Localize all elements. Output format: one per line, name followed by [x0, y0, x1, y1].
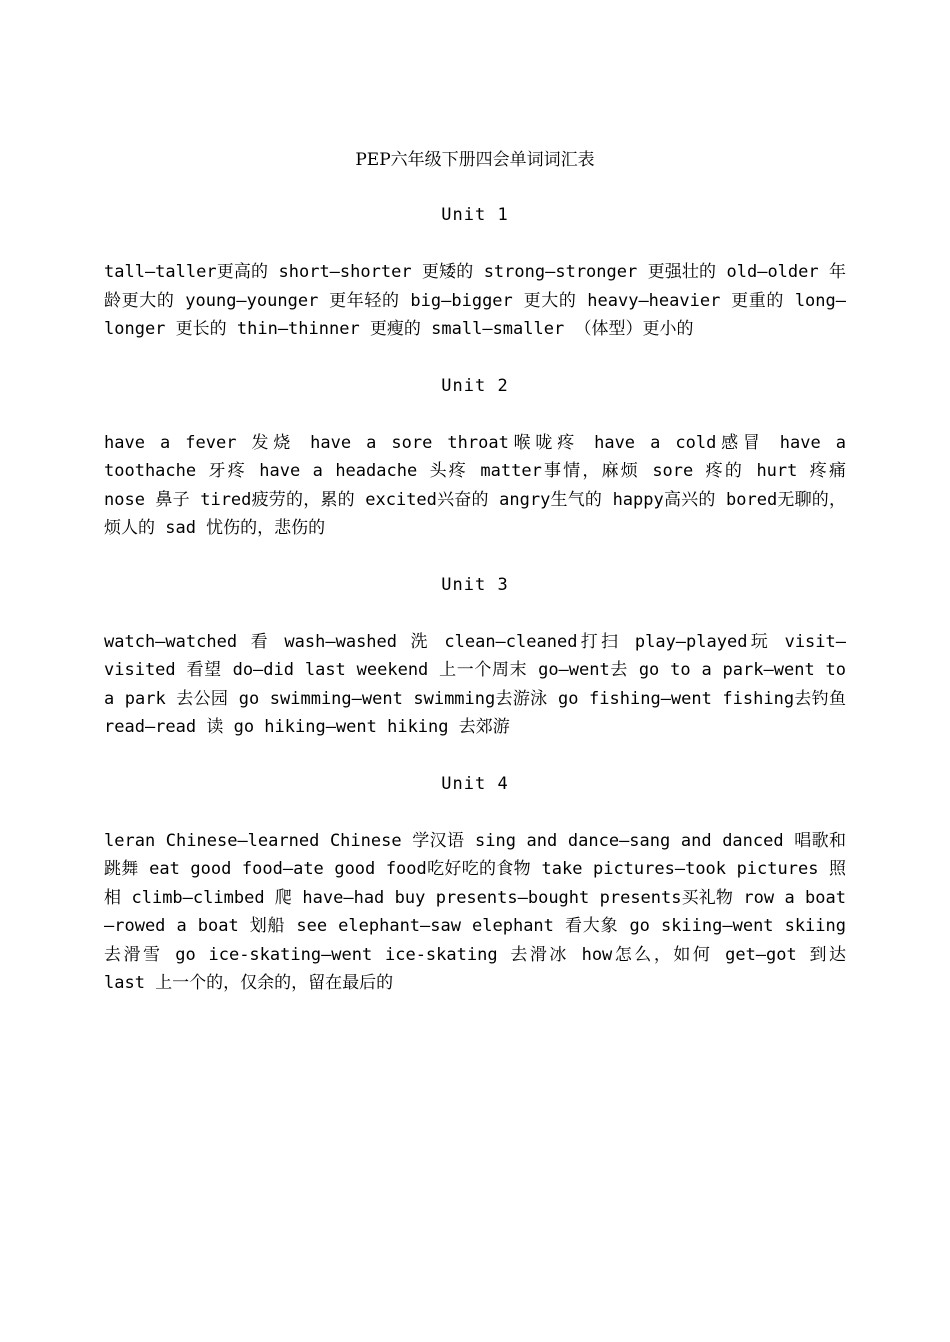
unit-vocabulary-text: watch—watched 看 wash—washed 洗 clean—cleaned打扫 play—played玩 visit—visited 看望 do—did last weekend 上一个周末 go—went去 go to a park—went to a park 去公园 go swimming—went swimming去游泳 go fishing—went fishing去钓鱼 read—read 读 go hiking—went hiking 去郊游	[104, 631, 846, 737]
unit-heading: Unit 4	[441, 773, 509, 794]
unit-vocabulary-text: have a fever 发烧 have a sore throat喉咙疼 have a cold感冒 have a toothache 牙疼 have a headache 头疼 matter事情，麻烦 sore 疼的 hurt 疼痛 nose 鼻子 tired疲劳的，累的 excited兴奋的 angry生气的 happy高兴的 bored无聊的，烦人的 sad 忧伤的，悲伤的	[104, 432, 846, 538]
unit-heading: Unit 3	[441, 574, 509, 595]
document-page	[104, 144, 846, 1026]
unit-section-1	[104, 201, 846, 344]
unit-section-2	[104, 372, 846, 543]
unit-section-3	[104, 571, 846, 742]
unit-vocabulary-text: tall—taller更高的 short—shorter 更矮的 strong—stronger 更强壮的 old—older 年龄更大的 young—younger 更年轻的 big—bigger 更大的 heavy—heavier 更重的 long—longer 更长的 thin—thinner 更瘦的 small—smaller （体型）更小的	[104, 262, 846, 339]
unit-vocabulary-text: leran Chinese—learned Chinese 学汉语 sing and dance—sang and danced 唱歌和跳舞 eat good food—ate good food吃好吃的食物 take pictures—took pictures 照相 climb—climbed 爬 have—had buy presents—bought presents买礼物 row a boat—rowed a boat 划船 see elephant—saw elephant 看大象 go skiing—went skiing 去滑雪 go ice-skating—went ice-skating 去滑冰 how怎么，如何 get—got 到达 last 上一个的，仅余的，留在最后的	[104, 830, 846, 993]
document-title: PEP六年级下册四会单词词汇表	[355, 150, 595, 170]
unit-heading: Unit 2	[441, 375, 509, 396]
unit-heading: Unit 1	[441, 205, 509, 225]
unit-section-4	[104, 770, 846, 998]
